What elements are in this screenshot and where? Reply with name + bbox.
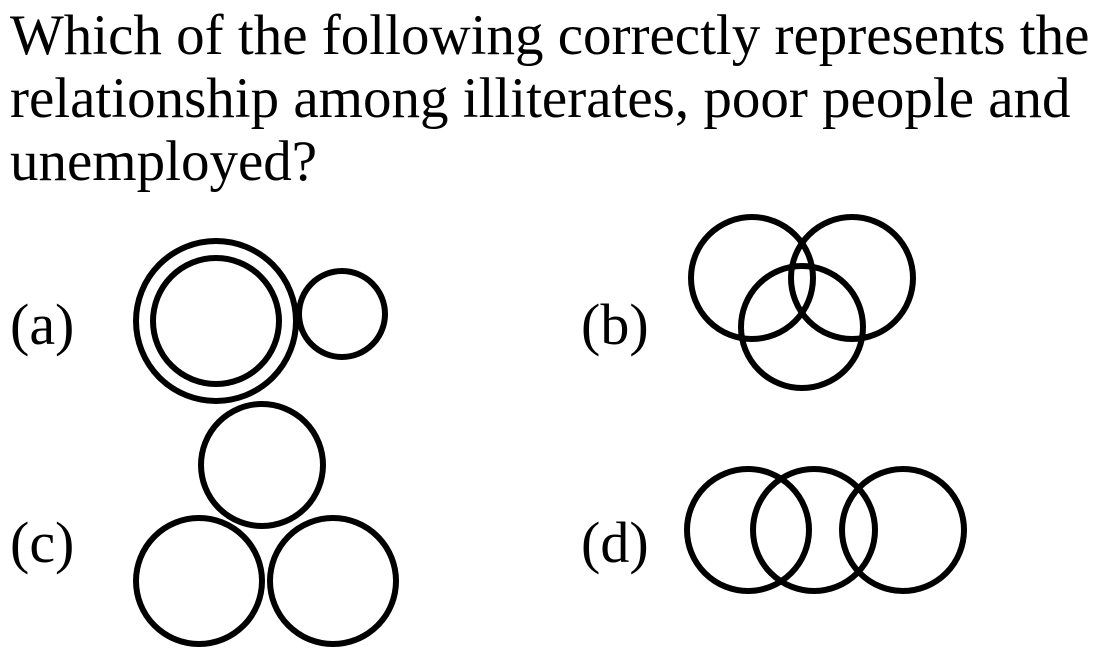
- option-a-figure[interactable]: [136, 241, 385, 401]
- option-b-label[interactable]: (b): [581, 292, 649, 357]
- option-c-left-circle: [136, 518, 262, 644]
- option-a-label[interactable]: (a): [10, 292, 75, 357]
- question-line-2: relationship among illiterates, poor people and: [10, 67, 1071, 130]
- option-d-left-circle: [687, 469, 809, 591]
- question-line-1: Which of the following correctly represents the: [10, 4, 1090, 67]
- option-b-bottom-circle: [741, 266, 863, 388]
- option-d-figure[interactable]: [687, 469, 964, 591]
- option-c-right-circle: [270, 518, 396, 644]
- option-c-top-circle: [201, 404, 323, 526]
- option-a-inner-circle: [153, 258, 279, 384]
- option-b-figure[interactable]: [691, 217, 913, 388]
- option-c-label[interactable]: (c): [10, 510, 75, 575]
- option-d-label[interactable]: (d): [581, 510, 649, 575]
- option-b-left-circle: [691, 217, 813, 339]
- option-b-right-circle: [791, 217, 913, 339]
- option-c-figure[interactable]: [136, 404, 396, 644]
- question-line-3: unemployed?: [10, 130, 318, 193]
- option-a-outer-circle: [136, 241, 296, 401]
- option-a-separate-circle: [299, 271, 385, 357]
- option-d-right-circle: [842, 469, 964, 591]
